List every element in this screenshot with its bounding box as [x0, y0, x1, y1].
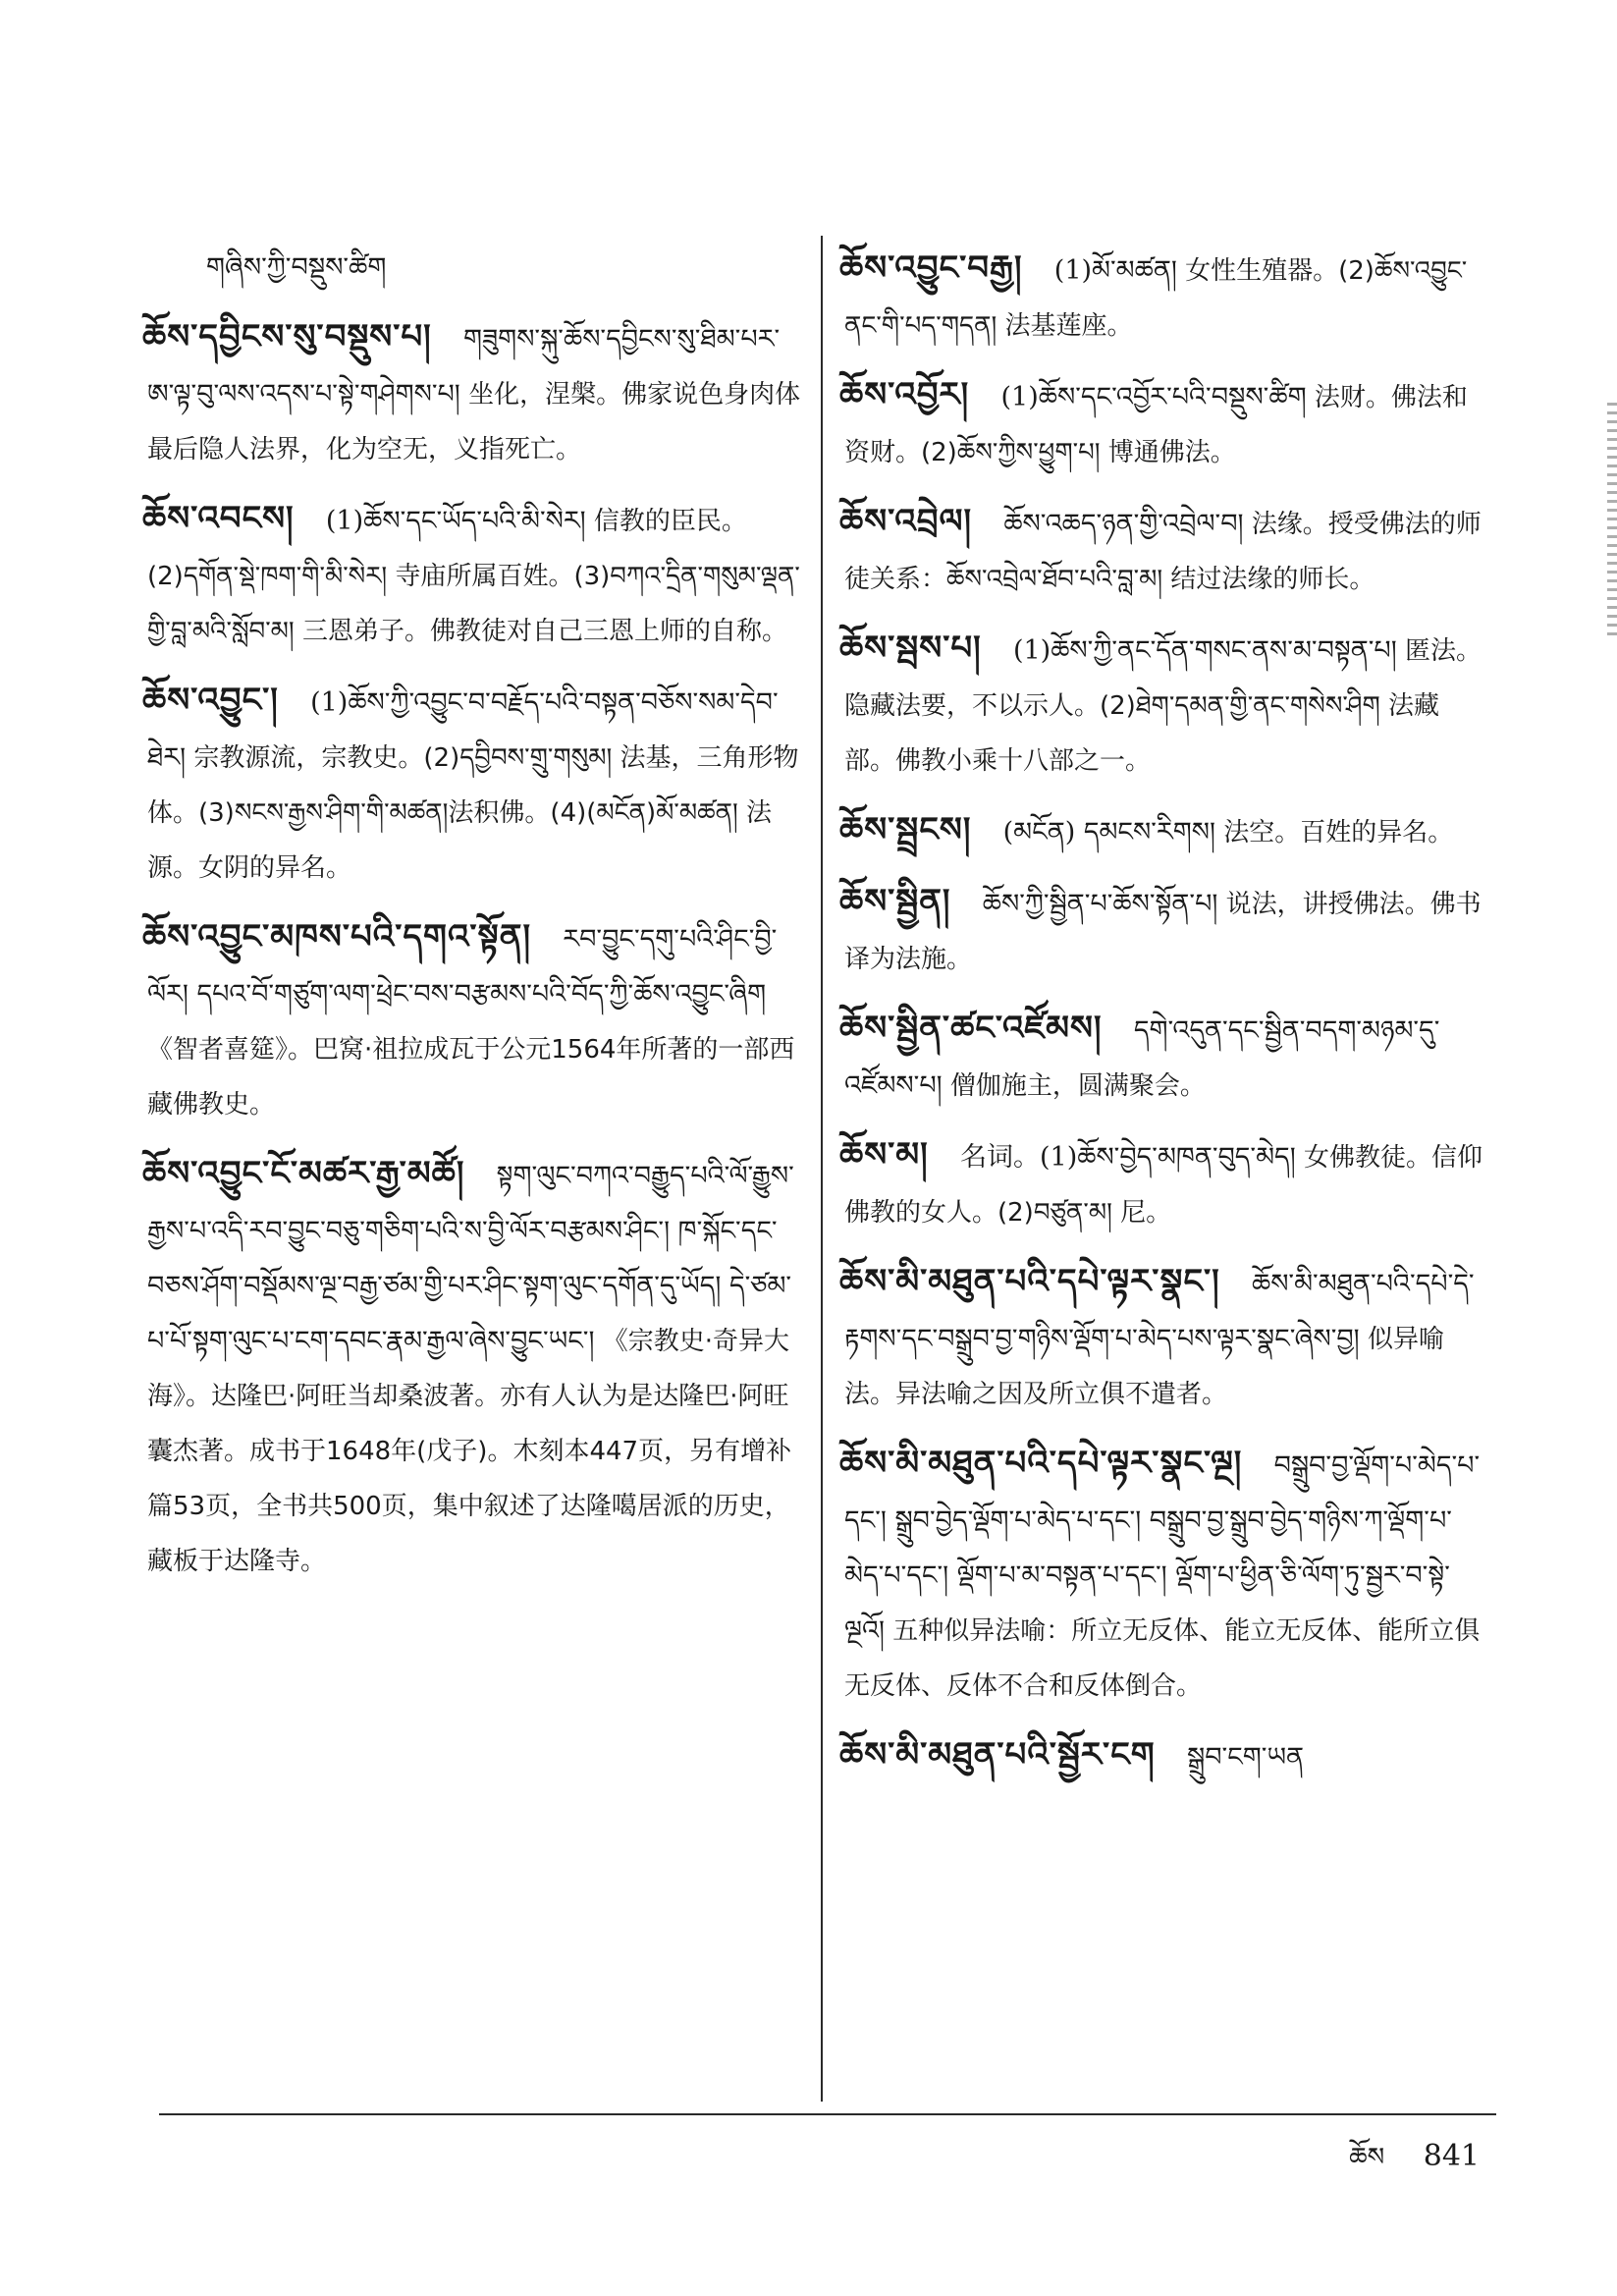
entry-chinese-definition: 信教的臣民。(2)དགོན་སྡེ་ཁག་གི་མི་སེར། 寺庙所属百姓。(3)བཀའ་དྲིན་གསུམ་ལྡན་གྱི་བླ་མའི་སློབ་མ། 三恩弟子。佛教徒对自己三恩上师的自称。 [147, 507, 800, 646]
entry-chinese-definition: 五种似异法喻：所立无反体、能立无反体、能所立俱无反体、反体不合和反体倒合。 [844, 1616, 1481, 1701]
running-headword: ཆོས [1349, 2143, 1385, 2172]
entry-headword: ཆོས་སྦྱིན། [839, 882, 951, 921]
entry-chinese-definition: 似异喻法。异法喻之因及所立俱不遣者。 [844, 1325, 1444, 1409]
entry-tibetan-definition: ཆོས་འཆད་ཉན་གྱི་འབྲེལ་བ། [1003, 509, 1244, 539]
entry-tibetan-definition: 名词。(1)ཆོས་བྱེད་མཁན་བུད་མེད། [959, 1142, 1296, 1173]
entry-headword: ཆོས་དབྱིངས་སུ་བསྡུས་པ། [142, 317, 432, 356]
dictionary-entry [839, 494, 1487, 607]
entry-chinese-definition: 坐化，涅槃。佛家说色身肉体最后隐人法界，化为空无，义指死亡。 [147, 380, 801, 465]
entry-chinese-definition: 女性生殖器。(2)ཆོས་འབྱུང་ནང་གི་པད་གདན། 法基莲座。 [844, 256, 1468, 341]
entry-chinese-definition: 宗教源流，宗教史。(2)དབྱིབས་གྲུ་གསུམ། 法基，三角形物体。(3)སངས་རྒྱས་ཤིག་གི་མཚན།法积佛。(4)(མངོན)མོ་མཚན། 法源。女阴的异名。 [147, 743, 799, 883]
entry-tibetan-definition: སྟག་ལུང་བཀའ་བརྒྱུད་པའི་ལོ་རྒྱུས་རྒྱས་པ་འདི་རབ་བྱུང་བཅུ་གཅིག་པའི་ས་བྱི་ལོར་བརྩམས་ཤིང་། ཁ་སྐོང་དང་བཅས་ཤོག་བསྡོམས་ལྔ་བརྒྱ་ཙམ་གྱི་པར་ཤིང་སྟག་ལུང་དགོན་དུ་ཡོད། དེ་ཙམ་པ་པོ་སྟག་ལུང་པ་ངག་དབང་རྣམ་རྒྱལ་ཞེས་བྱུང་ཡང་། [147, 1161, 794, 1356]
entry-headword: ཆོས་མི་མཐུན་པའི་དཔེ་ལྟར་སྣང་། [839, 1262, 1220, 1301]
dictionary-entry [142, 673, 805, 896]
entry-headword: ཆོས་སྦས་པ། [839, 629, 982, 668]
entry-tibetan-definition: བསྒྲུབ་བྱ་ལྡོག་པ་མེད་པ་དང་། སྒྲུབ་བྱེད་ལྡོག་པ་མེད་པ་དང་། བསྒྲུབ་བྱ་སྒྲུབ་བྱེད་གཉིས་ཀ་ལྡོག་པ་མེད་པ་དང་། ལྡོག་པ་མ་བསྟན་པ་དང་། ལྡོག་པ་ཕྱིན་ཅི་ལོག་ཏུ་སྦྱར་བ་སྟེ་ལྔའོ། [844, 1450, 1481, 1646]
entry-tibetan-definition: དགེ་འདུན་དང་སྦྱིན་བདག་མཉམ་དུ་འཛོམས་པ། [844, 1015, 1440, 1101]
entry-chinese-definition: 《智者喜筵》。巴窝·祖拉成瓦于公元1564年所著的一部西藏佛教史。 [147, 1035, 795, 1120]
entry-tibetan-definition: (1)ཆོས་དང་འབྱོར་པའི་བསྡུས་ཚིག [1000, 382, 1307, 412]
footer-rule [159, 2113, 1496, 2115]
entry-tibetan-definition: རབ་བྱུང་དགུ་པའི་ཤིང་བྱི་ལོར། དཔའ་བོ་གཙུག་ལག་ཕྲེང་བས་བརྩམས་པའི་བོད་ཀྱི་ཆོས་འབྱུང་ཞིག [147, 924, 778, 1010]
entry-tibetan-definition: (མངོན) དམངས་རིགས། [1002, 817, 1215, 847]
dictionary-entry [839, 1001, 1487, 1114]
dictionary-entry [839, 1727, 1487, 1785]
dictionary-entry [839, 1254, 1487, 1422]
entry-chinese-definition: 说法，讲授佛法。佛书译为法施。 [844, 890, 1482, 974]
entry-tibetan-definition: ཆོས་མི་མཐུན་པའི་དཔེ་དེ་རྟགས་དང་བསྒྲུབ་བྱ་གཉིས་ལྡོག་པ་མེད་པས་ལྟར་སྣང་ཞེས་བྱ། [844, 1269, 1475, 1354]
entry-headword: ཆོས་འབངས། [142, 499, 295, 538]
column-divider [821, 236, 823, 2102]
entry-headword: ཆོས་སྦྱིན་ཚང་འཛོམས། [839, 1009, 1103, 1048]
entry-chinese-definition: 《宗教史·奇异大海》。达隆巴·阿旺当却桑波著。亦有人认为是达隆巴·阿旺囊杰著。成书于1648年(戊子)。木刻本447页，另有增补篇53页，全书共500页，集中叙述了达隆噶居派的历史，藏板于达隆寺。 [147, 1327, 792, 1576]
entry-headword: ཆོས་སྦྲངས། [839, 810, 972, 849]
entry-tibetan-definition: སྒྲུབ་ངག་ཡན [1186, 1742, 1305, 1773]
continued-fragment: གཞིས་ཀྱི་བསྡུས་ཚིག [206, 252, 387, 283]
entry-headword: ཆོས་འབྲེལ། [839, 502, 973, 541]
dictionary-entry [142, 909, 805, 1132]
entry-headword: ཆོས་མི་མཐུན་པའི་སྦྱོར་ངག [839, 1735, 1156, 1775]
entry-chinese-definition: 女佛教徒。信仰佛教的女人。(2)བཙུན་མ། 尼。 [844, 1143, 1482, 1228]
dictionary-entry [142, 1146, 805, 1589]
dictionary-entry [142, 491, 805, 659]
entry-chinese-definition: 僧伽施主，圆满聚会。 [949, 1071, 1206, 1101]
entry-chinese-definition: 匿法。隐藏法要，不以示人。(2)ཐེག་དམན་གྱི་ནང་གསེས་ཤིག 法藏部。佛教小乘十八部之一。 [844, 636, 1482, 776]
entry-tibetan-definition: (1)མོ་མཚན། [1053, 255, 1177, 286]
entry-tibetan-definition: ཆོས་ཀྱི་སྦྱིན་པ་ཆོས་སྟོན་པ། [982, 889, 1218, 919]
entry-tibetan-definition: གཟུགས་སྐུ་ཆོས་དབྱིངས་སུ་ཐིམ་པར་ཨ་ལྟ་བུ་ལས་འདས་པ་སྟེ་གཤེགས་པ། [147, 324, 781, 410]
dictionary-entry [839, 621, 1487, 789]
dictionary-entry [839, 802, 1487, 860]
page-number: 841 [1423, 2139, 1480, 2173]
dictionary-entry [142, 309, 805, 477]
entry-tibetan-definition: (1)ཆོས་དང་ཡོད་པའི་མི་སེར། [325, 506, 586, 536]
dictionary-entry [839, 1127, 1487, 1240]
dictionary-entry [839, 241, 1487, 354]
entry-headword: ཆོས་འབྱུང་མཁས་པའི་དགའ་སྟོན། [142, 917, 532, 957]
dictionary-entry [839, 1436, 1487, 1714]
right-column [839, 241, 1487, 1799]
scan-edge-mark [1607, 403, 1617, 638]
entry-headword: ཆོས་མ། [839, 1135, 929, 1175]
left-column [142, 241, 805, 1603]
entry-chinese-definition: 法财。佛法和资财。(2)ཆོས་ཀྱིས་ཕྱུག་པ། 博通佛法。 [844, 383, 1468, 467]
entry-headword: ཆོས་འབྱུང་ངོ་མཚར་རྒྱ་མཚོ། [142, 1154, 465, 1193]
entry-headword: ཆོས་མི་མཐུན་པའི་དཔེ་ལྟར་སྣང་ལྔ། [839, 1444, 1243, 1483]
entry-tibetan-definition: (1)ཆོས་ཀྱི་འབྱུང་བ་བརྗོད་པའི་བསྟན་བཅོས་སམ་དེབ་ཐེར། [147, 687, 779, 773]
entry-headword: ཆོས་འབྱུང་། [142, 681, 279, 720]
entry-chinese-definition: 法缘。授受佛法的师徒关系：ཆོས་འབྲེལ་ཐོབ་པའི་བླ་མ། 结过法缘的师长。 [844, 510, 1482, 594]
dictionary-entry [839, 367, 1487, 480]
entry-headword: ཆོས་འབྱུང་བརྒྱ། [839, 248, 1023, 288]
entry-headword: ཆོས་འབྱོར། [839, 375, 970, 414]
dictionary-entry [839, 874, 1487, 987]
entry-tibetan-definition: (1)ཆོས་ཀྱི་ནང་དོན་གསང་ནས་མ་བསྟན་པ། [1012, 635, 1397, 666]
entry-chinese-definition: 法空。百姓的异名。 [1223, 818, 1454, 847]
page-footer [1349, 2129, 1480, 2201]
